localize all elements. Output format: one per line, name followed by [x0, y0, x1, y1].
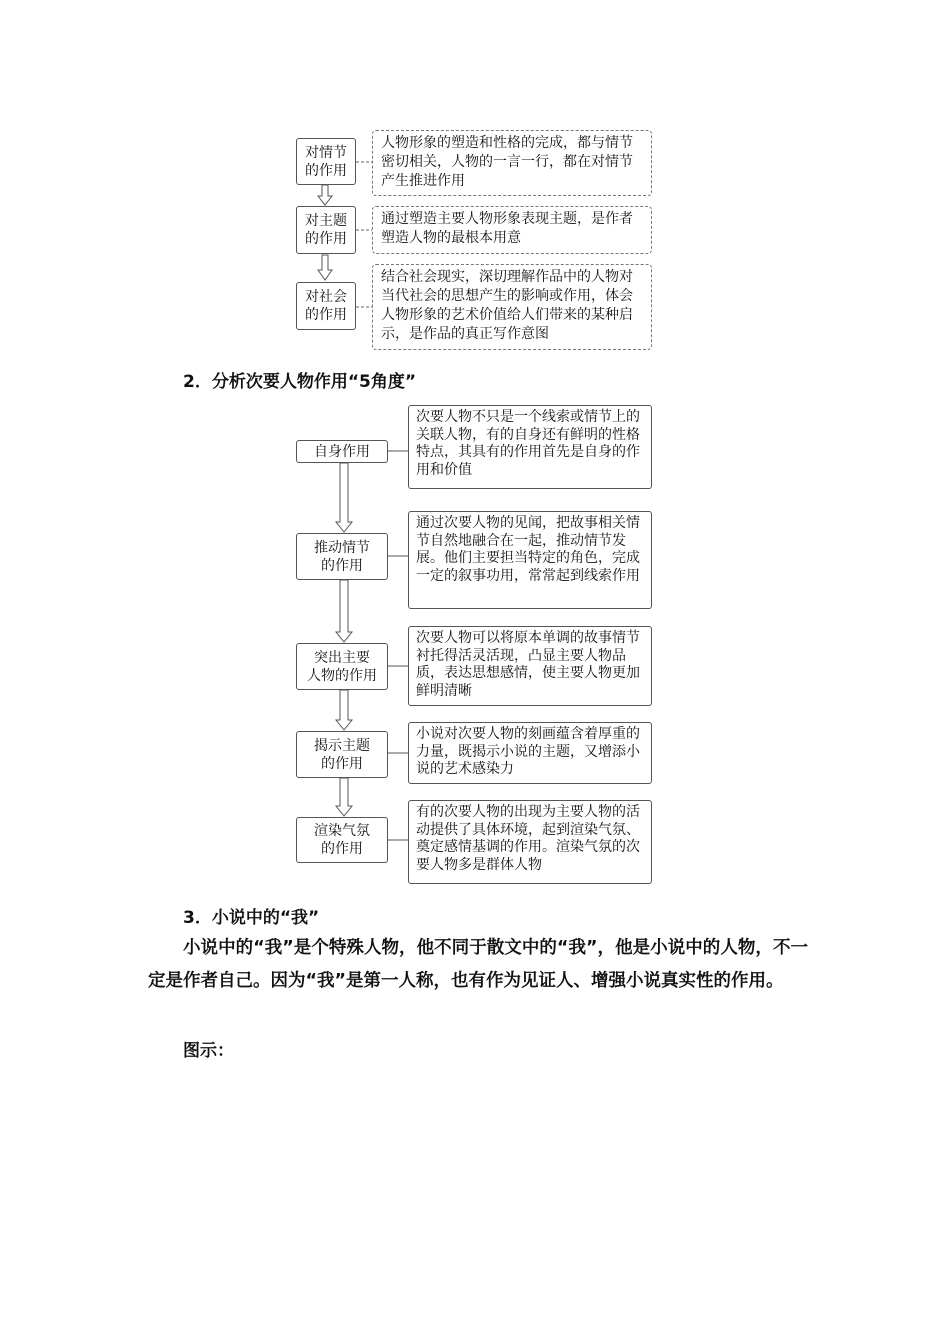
section2-heading: 2．分析次要人物作用“5角度” [183, 372, 417, 392]
down-arrow-icon [318, 185, 332, 205]
diagram2-label-self: 自身作用 [296, 440, 388, 463]
diagram2-label-plot: 推动情节 的作用 [296, 533, 388, 580]
section3-caption: 图示： [183, 1041, 234, 1061]
diagram2-label-atmosphere: 渲染气氛 的作用 [296, 817, 388, 863]
down-arrow-icon [336, 463, 352, 532]
diagram1-desc-plot: 人物形象的塑造和性格的完成，都与情节密切相关，人物的一言一行，都在对情节产生推进作用 [372, 130, 652, 196]
diagram1-desc-theme: 通过塑造主要人物形象表现主题，是作者塑造人物的最根本用意 [372, 206, 652, 254]
down-arrow-icon [336, 778, 352, 816]
diagram2-desc-self: 次要人物不只是一个线索或情节上的关联人物，有的自身还有鲜明的性格特点，其具有的作用首先是自身的作用和价值 [408, 405, 652, 489]
section3-paragraph: 小说中的“我”是个特殊人物，他不同于散文中的“我”，他是小说中的人物，不一定是作者自己。因为“我”是第一人称，也有作为见证人、增强小说真实性的作用。 [148, 938, 808, 991]
section3-heading: 3．小说中的“我” [183, 908, 320, 928]
diagram1-label-plot: 对情节 的作用 [296, 138, 356, 185]
diagram2-desc-theme: 小说对次要人物的刻画蕴含着厚重的力量，既揭示小说的主题，又增添小说的艺术感染力 [408, 722, 652, 784]
diagram2-label-main-character: 突出主要 人物的作用 [296, 643, 388, 690]
diagram2-desc-plot: 通过次要人物的见闻，把故事相关情节自然地融合在一起，推动情节发展。他们主要担当特定的角色，完成一定的叙事功用，常常起到线索作用 [408, 511, 652, 609]
diagram1-label-theme: 对主题 的作用 [296, 206, 356, 254]
down-arrow-icon [318, 255, 332, 280]
down-arrow-icon [336, 580, 352, 642]
diagram2-label-theme: 揭示主题 的作用 [296, 731, 388, 778]
down-arrow-icon [336, 690, 352, 730]
diagram2-desc-main-character: 次要人物可以将原本单调的故事情节衬托得活灵活现，凸显主要人物品质，表达思想感情，使主要人物更加鲜明清晰 [408, 626, 652, 706]
diagram1-desc-society: 结合社会现实，深切理解作品中的人物对当代社会的思想产生的影响或作用，体会人物形象的艺术价值给人们带来的某种启示，是作品的真正写作意图 [372, 264, 652, 350]
diagram2-desc-atmosphere: 有的次要人物的出现为主要人物的活动提供了具体环境，起到渲染气氛、奠定感情基调的作用。渲染气氛的次要人物多是群体人物 [408, 800, 652, 884]
diagram1-label-society: 对社会 的作用 [296, 282, 356, 330]
